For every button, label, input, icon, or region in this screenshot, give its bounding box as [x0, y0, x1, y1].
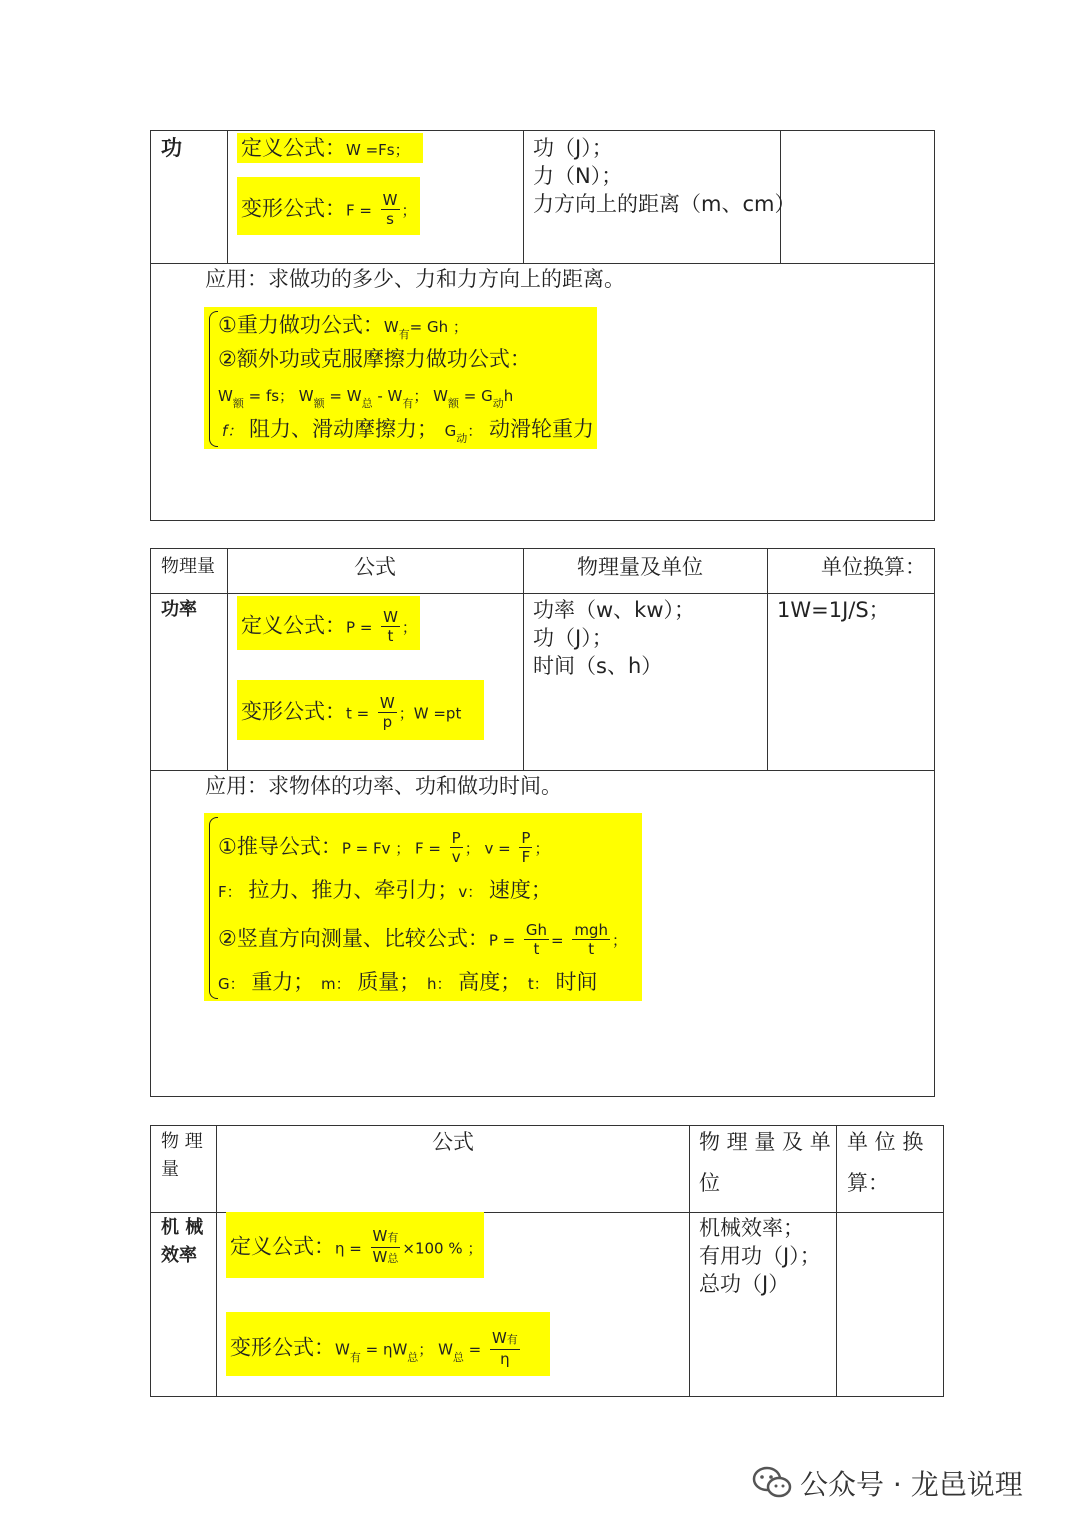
header-conversion-1: 单 位 换	[847, 1130, 924, 1154]
def-formula: 定义公式：W =Fs；	[241, 136, 410, 160]
app-line-4: G： 重力； m： 质量； h： 高度； t： 时间	[218, 970, 598, 994]
header-units-2: 位	[699, 1171, 720, 1195]
header-units-1: 物 理 量 及 单	[699, 1130, 831, 1154]
unit-line-1: 功（J）；	[533, 136, 613, 160]
conversion-value: 1W=1J/S；	[777, 598, 890, 622]
def-formula: 定义公式：P = $\frac{W}{t}$ ；	[241, 608, 417, 645]
unit-line-3: 总功（J）	[699, 1272, 790, 1296]
trans-formula: 变形公式：$W_有 = \eta W_总$； $W_总$ = $\frac{\text{W有}}{\eta}$	[230, 1329, 518, 1368]
app-line-1: ①推导公式：P = Fv ； F = $\frac{P}{v}$ ； v = $\frac{P}{F}$ ；	[218, 829, 550, 866]
header-conversion-2: 算：	[847, 1171, 889, 1195]
header-quantity: 物理量	[161, 556, 215, 577]
brace	[209, 817, 218, 999]
unit-line-3: 力方向上的距离（m、cm）	[533, 192, 796, 216]
app-line-1: ①重力做功公式：$W_有= Gh$ ；	[218, 313, 468, 341]
header-conversion: 单位换算：	[821, 555, 926, 579]
application-text: 应用：求做功的多少、力和力方向上的距离。	[205, 267, 625, 291]
quantity-efficiency-1: 机 械	[161, 1217, 204, 1238]
table-efficiency	[150, 1125, 944, 1397]
trans-formula: 变形公式：F = $\frac{W}{s}$ ；	[241, 191, 417, 228]
quantity-work: 功	[161, 136, 182, 160]
wechat-icon	[752, 1465, 792, 1501]
app-line-3: ②竖直方向测量、比较公式：P = $\frac{Gh}{t}$ = $\frac{\text{mgh}}{t}$ ；	[218, 921, 627, 958]
unit-line-2: 力（N）；	[533, 164, 623, 188]
unit-line-2: 有用功（J）；	[699, 1244, 821, 1268]
quantity-power: 功率	[161, 599, 197, 620]
unit-line-1: 机械效率；	[699, 1216, 804, 1240]
app-line-3: $W_额$ = fs； $W_额 = W_总 - W_有$； $W_额 = G_动h$	[218, 387, 514, 410]
app-line-2: F： 拉力、推力、牵引力；v： 速度；	[218, 878, 552, 902]
def-formula: 定义公式：η = $\frac{\text{W有}}{\text{W总}}$ ×100 % ；	[230, 1227, 483, 1266]
unit-line-3: 时间（s、h）	[533, 654, 663, 678]
quantity-efficiency-2: 效率	[161, 1245, 197, 1266]
app-line-4: f： 阻力、滑动摩擦力； $G_动$： 动滑轮重力	[222, 417, 594, 445]
header-formula: 公式	[432, 1130, 474, 1154]
application-text: 应用：求物体的功率、功和做功时间。	[205, 774, 562, 798]
header-units: 物理量及单位	[577, 555, 703, 579]
footer-account-name: 公众号 · 龙邑说理	[800, 1468, 1023, 1501]
header-formula: 公式	[354, 555, 396, 579]
table-work	[150, 130, 935, 521]
unit-line-2: 功（J）；	[533, 626, 613, 650]
header-quantity-1: 物 理	[161, 1131, 203, 1152]
header-quantity-2: 量	[161, 1159, 179, 1180]
app-line-2: ②额外功或克服摩擦力做功公式：	[218, 347, 531, 371]
unit-line-1: 功率（w、kw）；	[533, 598, 696, 622]
trans-formula: 变形公式：t = $\frac{W}{p}$ ；W =pt	[241, 694, 462, 731]
table-power	[150, 548, 935, 1097]
brace	[209, 311, 218, 447]
